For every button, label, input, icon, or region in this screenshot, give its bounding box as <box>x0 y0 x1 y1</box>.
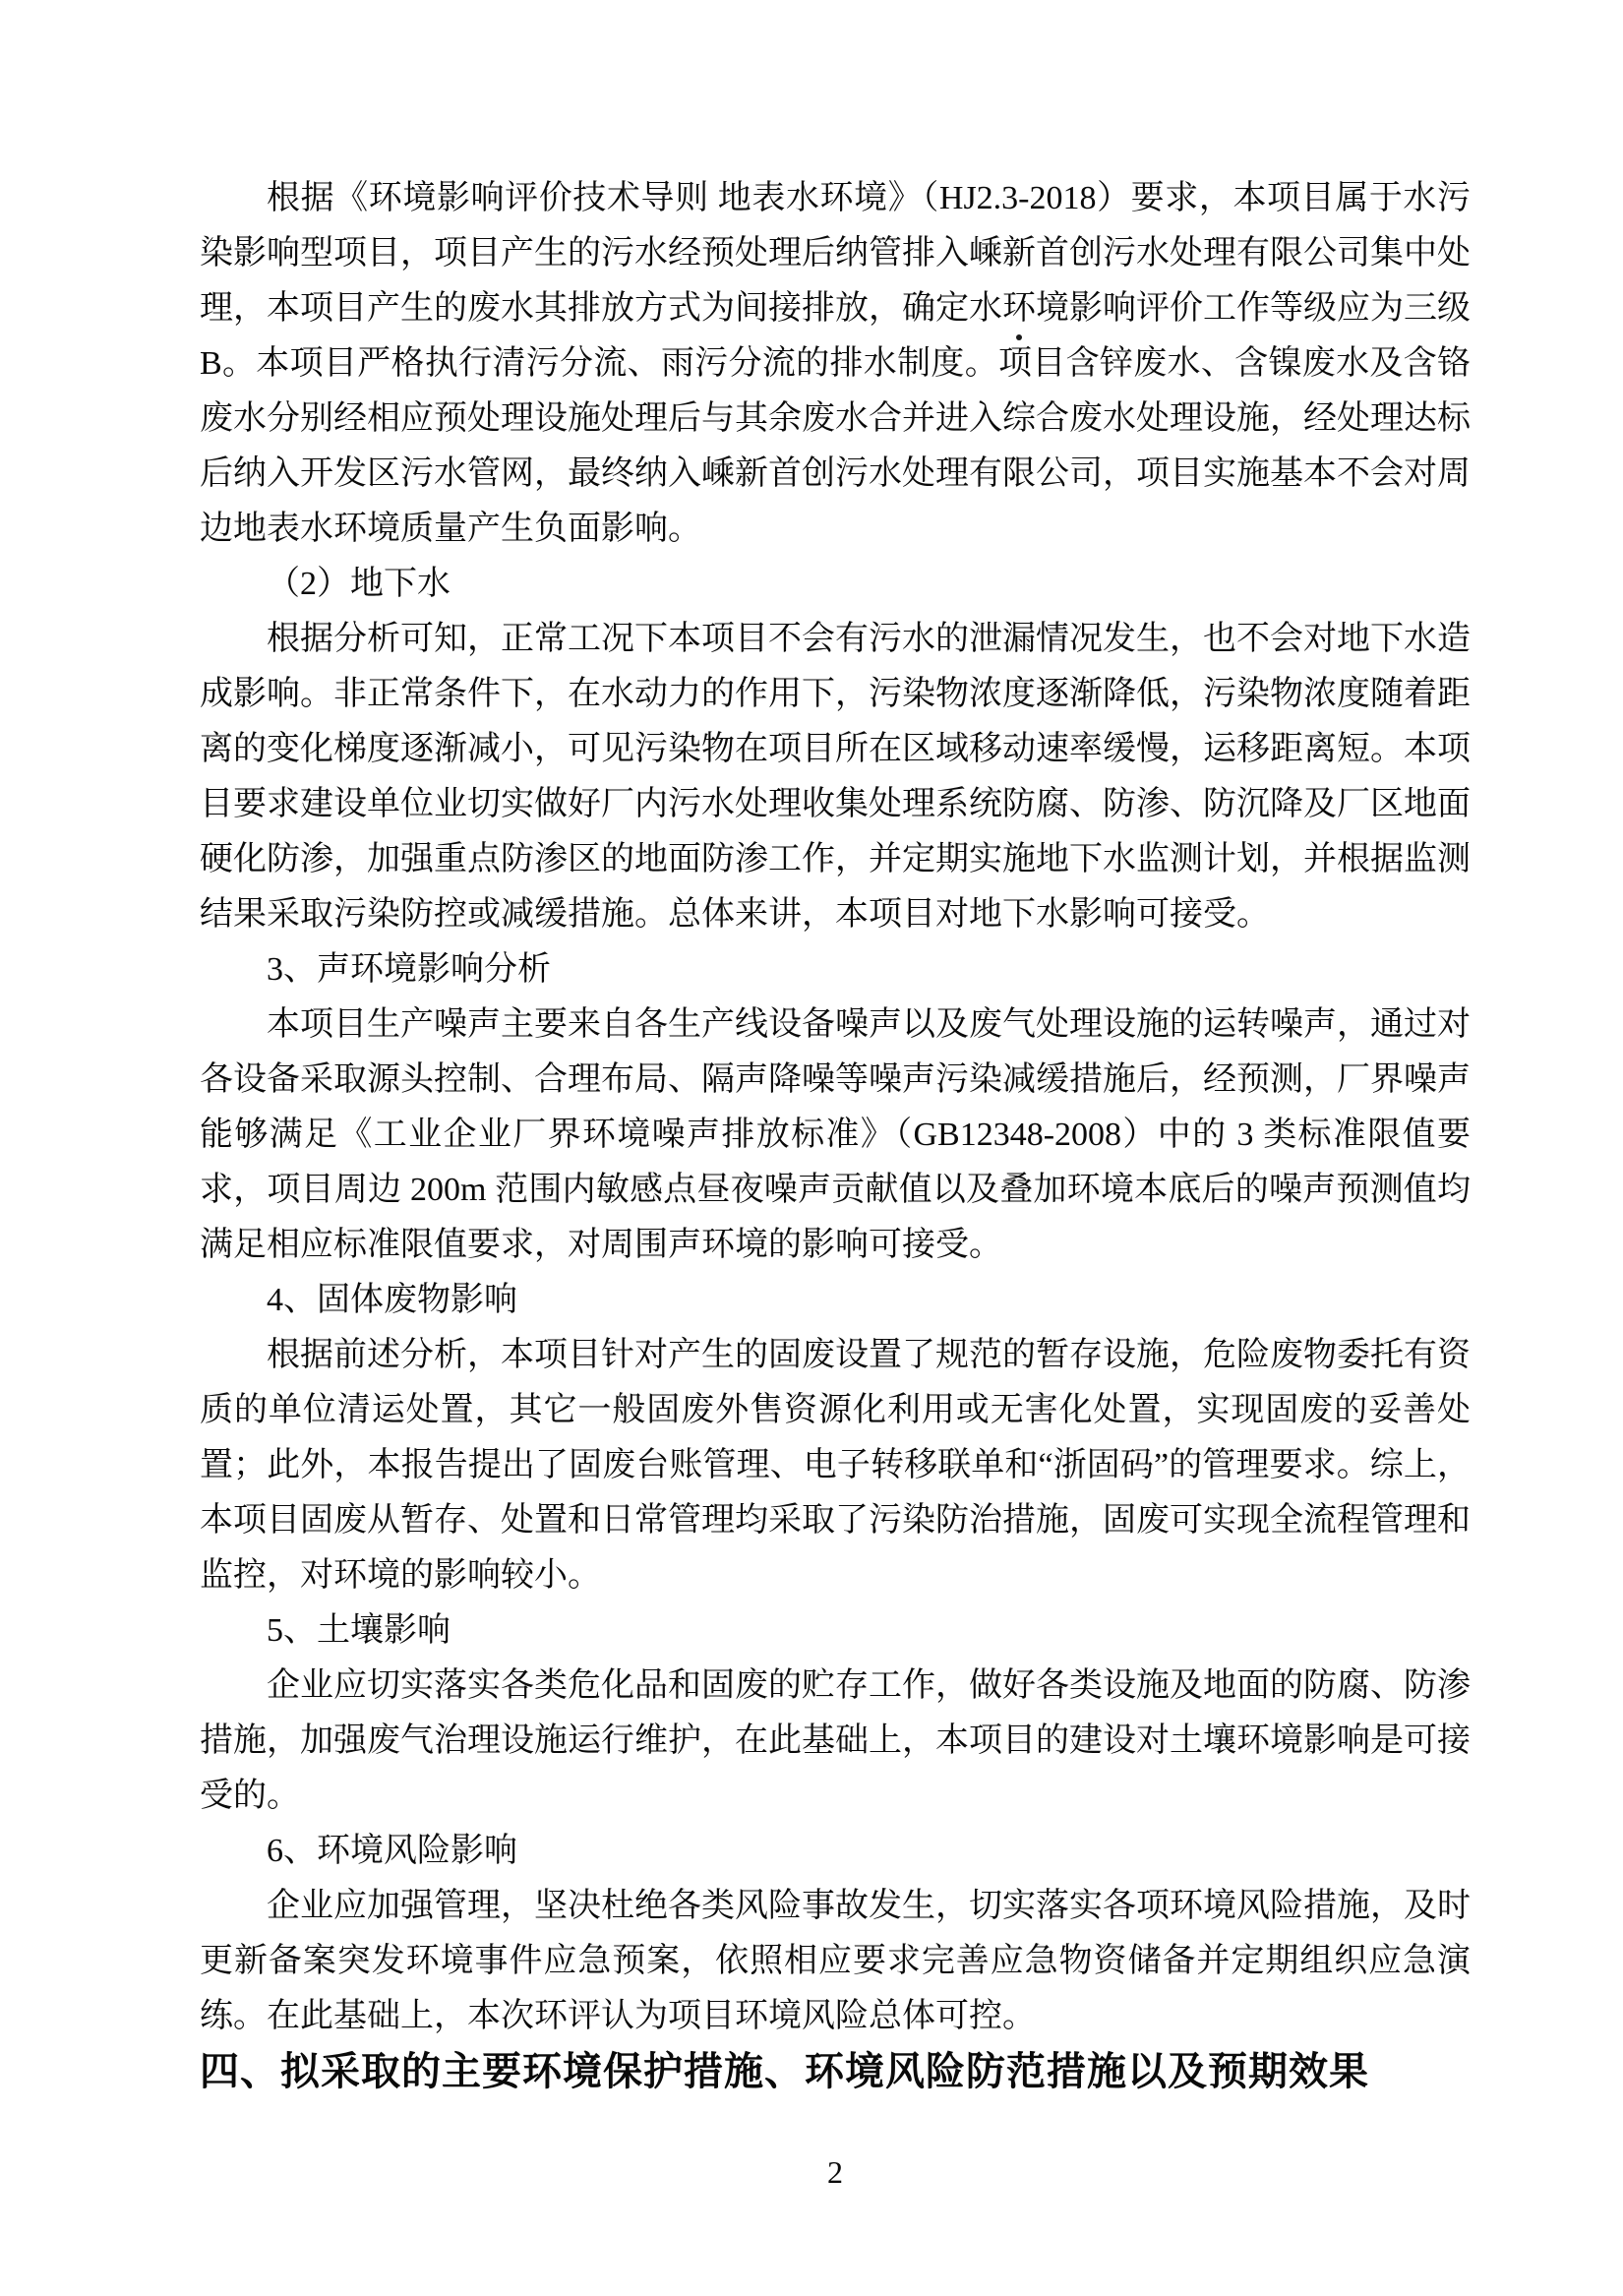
paragraph: 根据《环境影响评价技术导则 地表水环境》（HJ2.3-2018）要求，本项目属于水污染影响型项目，项目产生的污水经预处理后纳管排入嵊新首创污水处理有限公司集中处理，本项目产生的废水其排放方式为间接排放，确定水环境影响评价工作等级应为三级B。本项目严格执行清污分流、雨污分流的排水制度。项目含锌废水、含镍废水及含铬废水分别经相应预处理设施处理后与其余废水合并进入综合废水处理设施，经处理达标后纳入开发区污水管网，最终纳入嵊新首创污水处理有限公司，项目实施基本不会对周边地表水环境质量产生负面影响。 <box>200 180 1471 547</box>
scan-artifact-dot <box>1016 334 1022 340</box>
paragraph: 企业应切实落实各类危化品和固废的贮存工作，做好各类设施及地面的防腐、防渗措施，加强废气治理设施运行维护，在此基础上，本项目的建设对土壤环境影响是可接受的。 <box>200 1667 1471 1814</box>
paragraph: （2）地下水 <box>267 566 451 602</box>
paragraph: 4、固体废物影响 <box>267 1282 517 1318</box>
paragraph: 根据前述分析，本项目针对产生的固废设置了规范的暂存设施，危险废物委托有资质的单位清运处置，其它一般固废外售资源化利用或无害化处置，实现固废的妥善处置；此外，本报告提出了固废台账管理、电子转移联单和“浙固码”的管理要求。综上，本项目固废从暂存、处置和日常管理均采取了污染防治措施，固废可实现全流程管理和监控，对环境的影响较小。 <box>200 1337 1471 1594</box>
paragraph: 本项目生产噪声主要来自各生产线设备噪声以及废气处理设施的运转噪声，通过对各设备采取源头控制、合理布局、隔声降噪等噪声污染减缓措施后，经预测，厂界噪声能够满足《工业企业厂界环境噪声排放标准》（GB12348-2008）中的 3 类标准限值要求，项目周边 200m 范围内敏感点昼夜噪声贡献值以及叠加环境本底后的噪声预测值均满足相应标准限值要求，对周围声环境的影响可接受。 <box>200 1006 1471 1263</box>
paragraph: 5、土壤影响 <box>267 1612 451 1649</box>
paragraph: 企业应加强管理，坚决杜绝各类风险事故发生，切实落实各项环境风险措施，及时更新备案突发环境事件应急预案，依照相应要求完善应急物资储备并定期组织应急演练。在此基础上，本次环评认为项目环境风险总体可控。 <box>200 1888 1471 2034</box>
paragraph: 6、环境风险影响 <box>267 1833 517 1869</box>
document-body <box>200 171 1471 2099</box>
page-number: 2 <box>827 2154 843 2190</box>
paragraph: 3、声环境影响分析 <box>267 951 551 988</box>
section-heading: 四、拟采取的主要环境保护措施、环境风险防范措施以及预期效果 <box>200 2049 1369 2093</box>
paragraph: 根据分析可知，正常工况下本项目不会有污水的泄漏情况发生，也不会对地下水造成影响。非正常条件下，在水动力的作用下，污染物浓度逐渐降低，污染物浓度随着距离的变化梯度逐渐减小，可见污染物在项目所在区域移动速率缓慢，运移距离短。本项目要求建设单位业切实做好厂内污水处理收集处理系统防腐、防渗、防沉降及厂区地面硬化防渗，加强重点防渗区的地面防渗工作，并定期实施地下水监测计划，并根据监测结果采取污染防控或减缓措施。总体来讲，本项目对地下水影响可接受。 <box>200 621 1471 933</box>
